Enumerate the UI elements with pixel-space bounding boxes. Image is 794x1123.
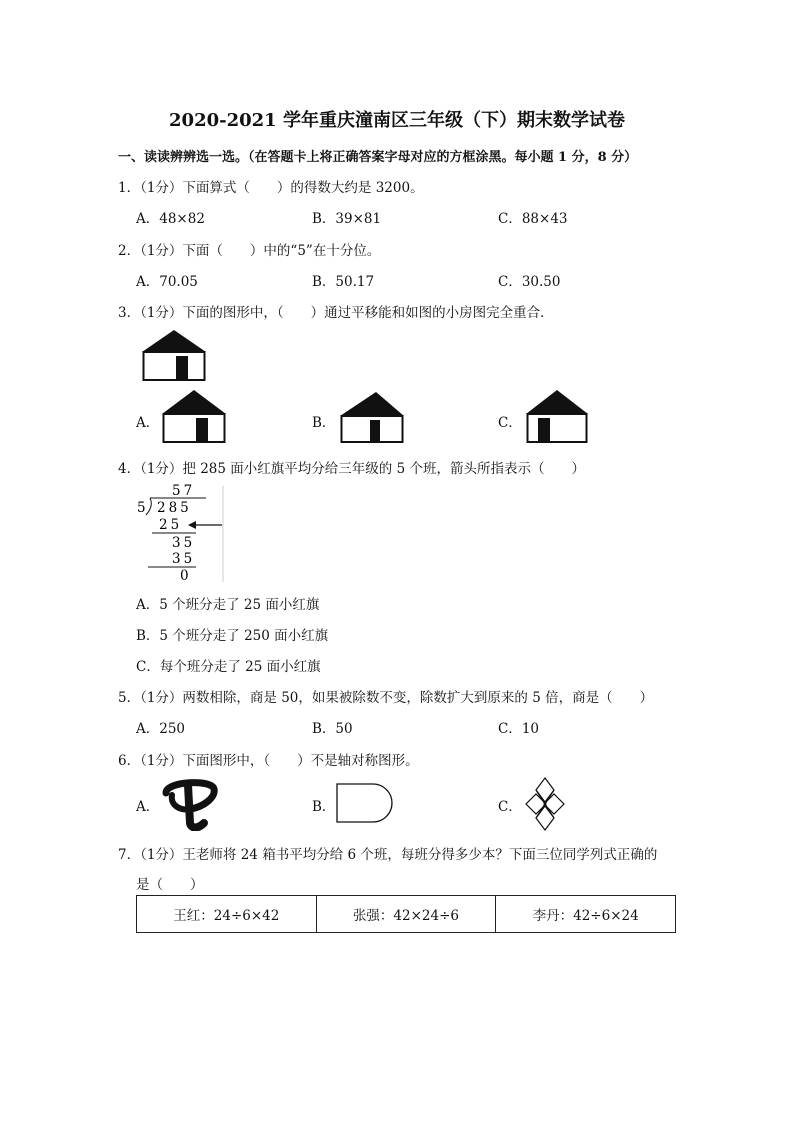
q2-option-b[interactable]: B．50.17 <box>312 274 375 290</box>
q5-option-c[interactable]: C．10 <box>498 721 540 737</box>
division-step1: 25 <box>159 517 183 533</box>
division-step2: 35 <box>172 535 196 551</box>
q6-option-c[interactable]: C． <box>498 799 522 815</box>
telecom-logo-figure <box>160 775 218 831</box>
question-4: 4．（1分）把 285 面小红旗平均分给三年级的 5 个班，箭头所指表示（ ） <box>118 461 585 477</box>
semicircle-rectangle-figure <box>335 782 397 824</box>
q6-option-a[interactable]: A． <box>136 799 160 815</box>
q7-option-lidan[interactable]: 李丹：42÷6×24 <box>496 896 676 933</box>
q4-option-b[interactable]: B．5 个班分走了 250 面小红旗 <box>136 628 329 644</box>
house-c-figure <box>524 388 590 444</box>
question-5: 5．（1分）两数相除，商是 50，如果被除数不变，除数扩大到原来的 5 倍，商是（ ） <box>118 690 654 706</box>
q2-option-a[interactable]: A．70.05 <box>136 274 198 290</box>
q4-option-a[interactable]: A．5 个班分走了 25 面小红旗 <box>136 597 320 613</box>
q3-option-b[interactable]: B． <box>312 415 336 431</box>
house-a-figure <box>160 388 228 444</box>
q2-option-c[interactable]: C．30.50 <box>498 274 561 290</box>
q3-option-c[interactable]: C． <box>498 415 522 431</box>
q4-option-c[interactable]: C．每个班分走了 25 面小红旗 <box>136 659 321 675</box>
house-b-figure <box>338 390 406 444</box>
division-dividend: 285 <box>157 500 192 516</box>
question-3: 3．（1分）下面的图形中，（ ）通过平移能和如图的小房图完全重合． <box>118 305 554 321</box>
q7-option-zhangqiang[interactable]: 张强：42×24÷6 <box>316 896 496 933</box>
q1-option-b[interactable]: B．39×81 <box>312 211 382 227</box>
section-heading: 一、读读辨辨选一选。（在答题卡上将正确答案字母对应的方框涂黑。每小题 1 分，8 分） <box>118 150 638 165</box>
long-division-figure <box>132 482 228 584</box>
q7-option-wanghong[interactable]: 王红：24÷6×42 <box>137 896 317 933</box>
q5-option-b[interactable]: B．50 <box>312 721 353 737</box>
question-1: 1．（1分）下面算式（ ）的得数大约是 3200。 <box>118 180 424 196</box>
division-step3: 35 <box>172 551 196 567</box>
q6-option-b[interactable]: B． <box>312 799 336 815</box>
division-divisor: 5 <box>137 500 146 516</box>
diamond-pattern-figure <box>522 776 568 832</box>
reference-house-figure <box>140 328 208 382</box>
division-quotient: 57 <box>172 483 196 499</box>
q3-option-a[interactable]: A． <box>136 415 160 431</box>
division-remainder: 0 <box>180 568 189 584</box>
q1-option-c[interactable]: C．88×43 <box>498 211 568 227</box>
q7-options-table <box>136 895 676 933</box>
question-6: 6．（1分）下面图形中，（ ）不是轴对称图形。 <box>118 753 419 769</box>
question-7-line1: 7．（1分）王老师将 24 箱书平均分给 6 个班，每班分得多少本？下面三位同学列式正确的 <box>118 847 658 863</box>
question-7-line2: 是（ ） <box>136 877 204 893</box>
q1-option-a[interactable]: A．48×82 <box>136 211 205 227</box>
question-2: 2．（1分）下面（ ）中的“5”在十分位。 <box>118 243 381 259</box>
page-title: 2020-2021 学年重庆潼南区三年级（下）期末数学试卷 <box>169 110 625 131</box>
q5-option-a[interactable]: A．250 <box>136 721 186 737</box>
